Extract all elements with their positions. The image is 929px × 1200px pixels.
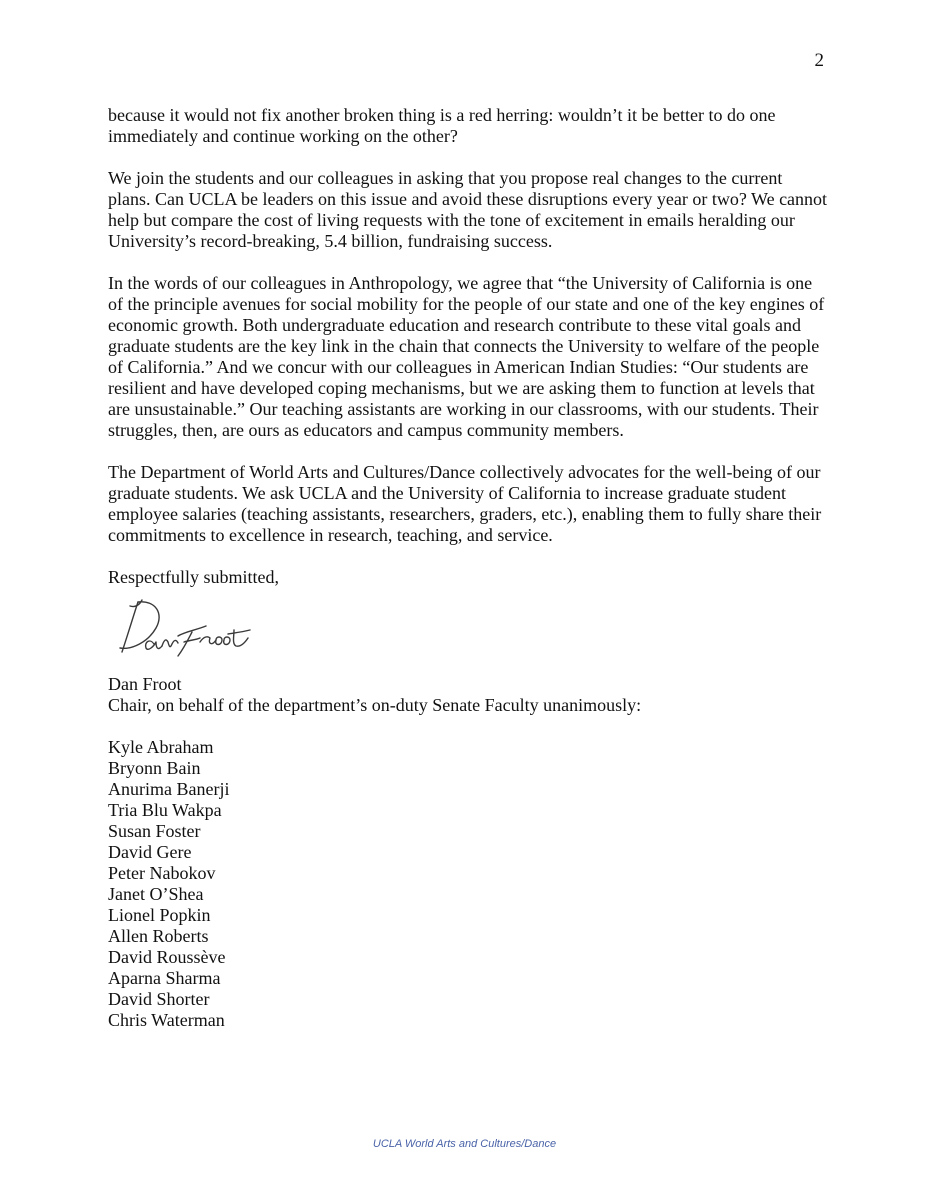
- faculty-name: Aparna Sharma: [108, 968, 221, 988]
- faculty-name: David Shorter: [108, 989, 210, 1009]
- faculty-name: Peter Nabokov: [108, 863, 216, 883]
- faculty-name: David Roussève: [108, 947, 226, 967]
- faculty-name: Susan Foster: [108, 821, 201, 841]
- faculty-name: Bryonn Bain: [108, 758, 201, 778]
- paragraph-advocacy: The Department of World Arts and Cultures/Dance collectively advocates for the well-being of our graduate students. We ask UCLA and the University of California to increase graduate student employee salaries (teaching assistants, researchers, graders, etc.), enabling them to fully share their commitments to excellence in research, teaching, and service.: [108, 462, 822, 545]
- signer-name: Dan Froot: [108, 674, 182, 694]
- closing-line: Respectfully submitted,: [108, 567, 279, 587]
- faculty-list: [108, 737, 828, 1031]
- faculty-name: Chris Waterman: [108, 1010, 225, 1030]
- letter-body: [108, 105, 828, 1031]
- handwritten-signature: [116, 596, 256, 658]
- faculty-name: Allen Roberts: [108, 926, 209, 946]
- paragraph-continuation: because it would not fix another broken thing is a red herring: wouldn’t it be better to do one immediately and continue working on the other?: [108, 105, 776, 146]
- faculty-name: Lionel Popkin: [108, 905, 211, 925]
- faculty-name: Tria Blu Wakpa: [108, 800, 222, 820]
- paragraph-colleagues-quotes: In the words of our colleagues in Anthropology, we agree that “the University of California is one of the principle avenues for social mobility for the people of our state and one of the key engines of economic growth. Both undergraduate education and research contribute to these vital goals and graduate students are the key link in the chain that connects the University to welfare of the people of California.” And we concur with our colleagues in American Indian Studies: “Our students are resilient and have developed coping mechanisms, but we are asking them to function at levels that are unsustainable.” Our teaching assistants are working in our classrooms, with our students. Their struggles, then, are ours as educators and campus community members.: [108, 273, 825, 440]
- faculty-name: Anurima Banerji: [108, 779, 230, 799]
- paragraph-request: We join the students and our colleagues in asking that you propose real changes to the current plans. Can UCLA be leaders on this issue and avoid these disruptions every year or two? We cannot help but compare the cost of living requests with the tone of excitement in emails heralding our University’s record-breaking, 5.4 billion, fundraising success.: [108, 168, 828, 251]
- page-footer: UCLA World Arts and Cultures/Dance: [372, 1138, 557, 1150]
- faculty-name: Kyle Abraham: [108, 737, 214, 757]
- signer-block: [108, 674, 828, 716]
- faculty-name: Janet O’Shea: [108, 884, 204, 904]
- faculty-name: David Gere: [108, 842, 192, 862]
- signer-title: Chair, on behalf of the department’s on-duty Senate Faculty unanimously:: [108, 695, 642, 715]
- page-number: 2: [814, 50, 824, 71]
